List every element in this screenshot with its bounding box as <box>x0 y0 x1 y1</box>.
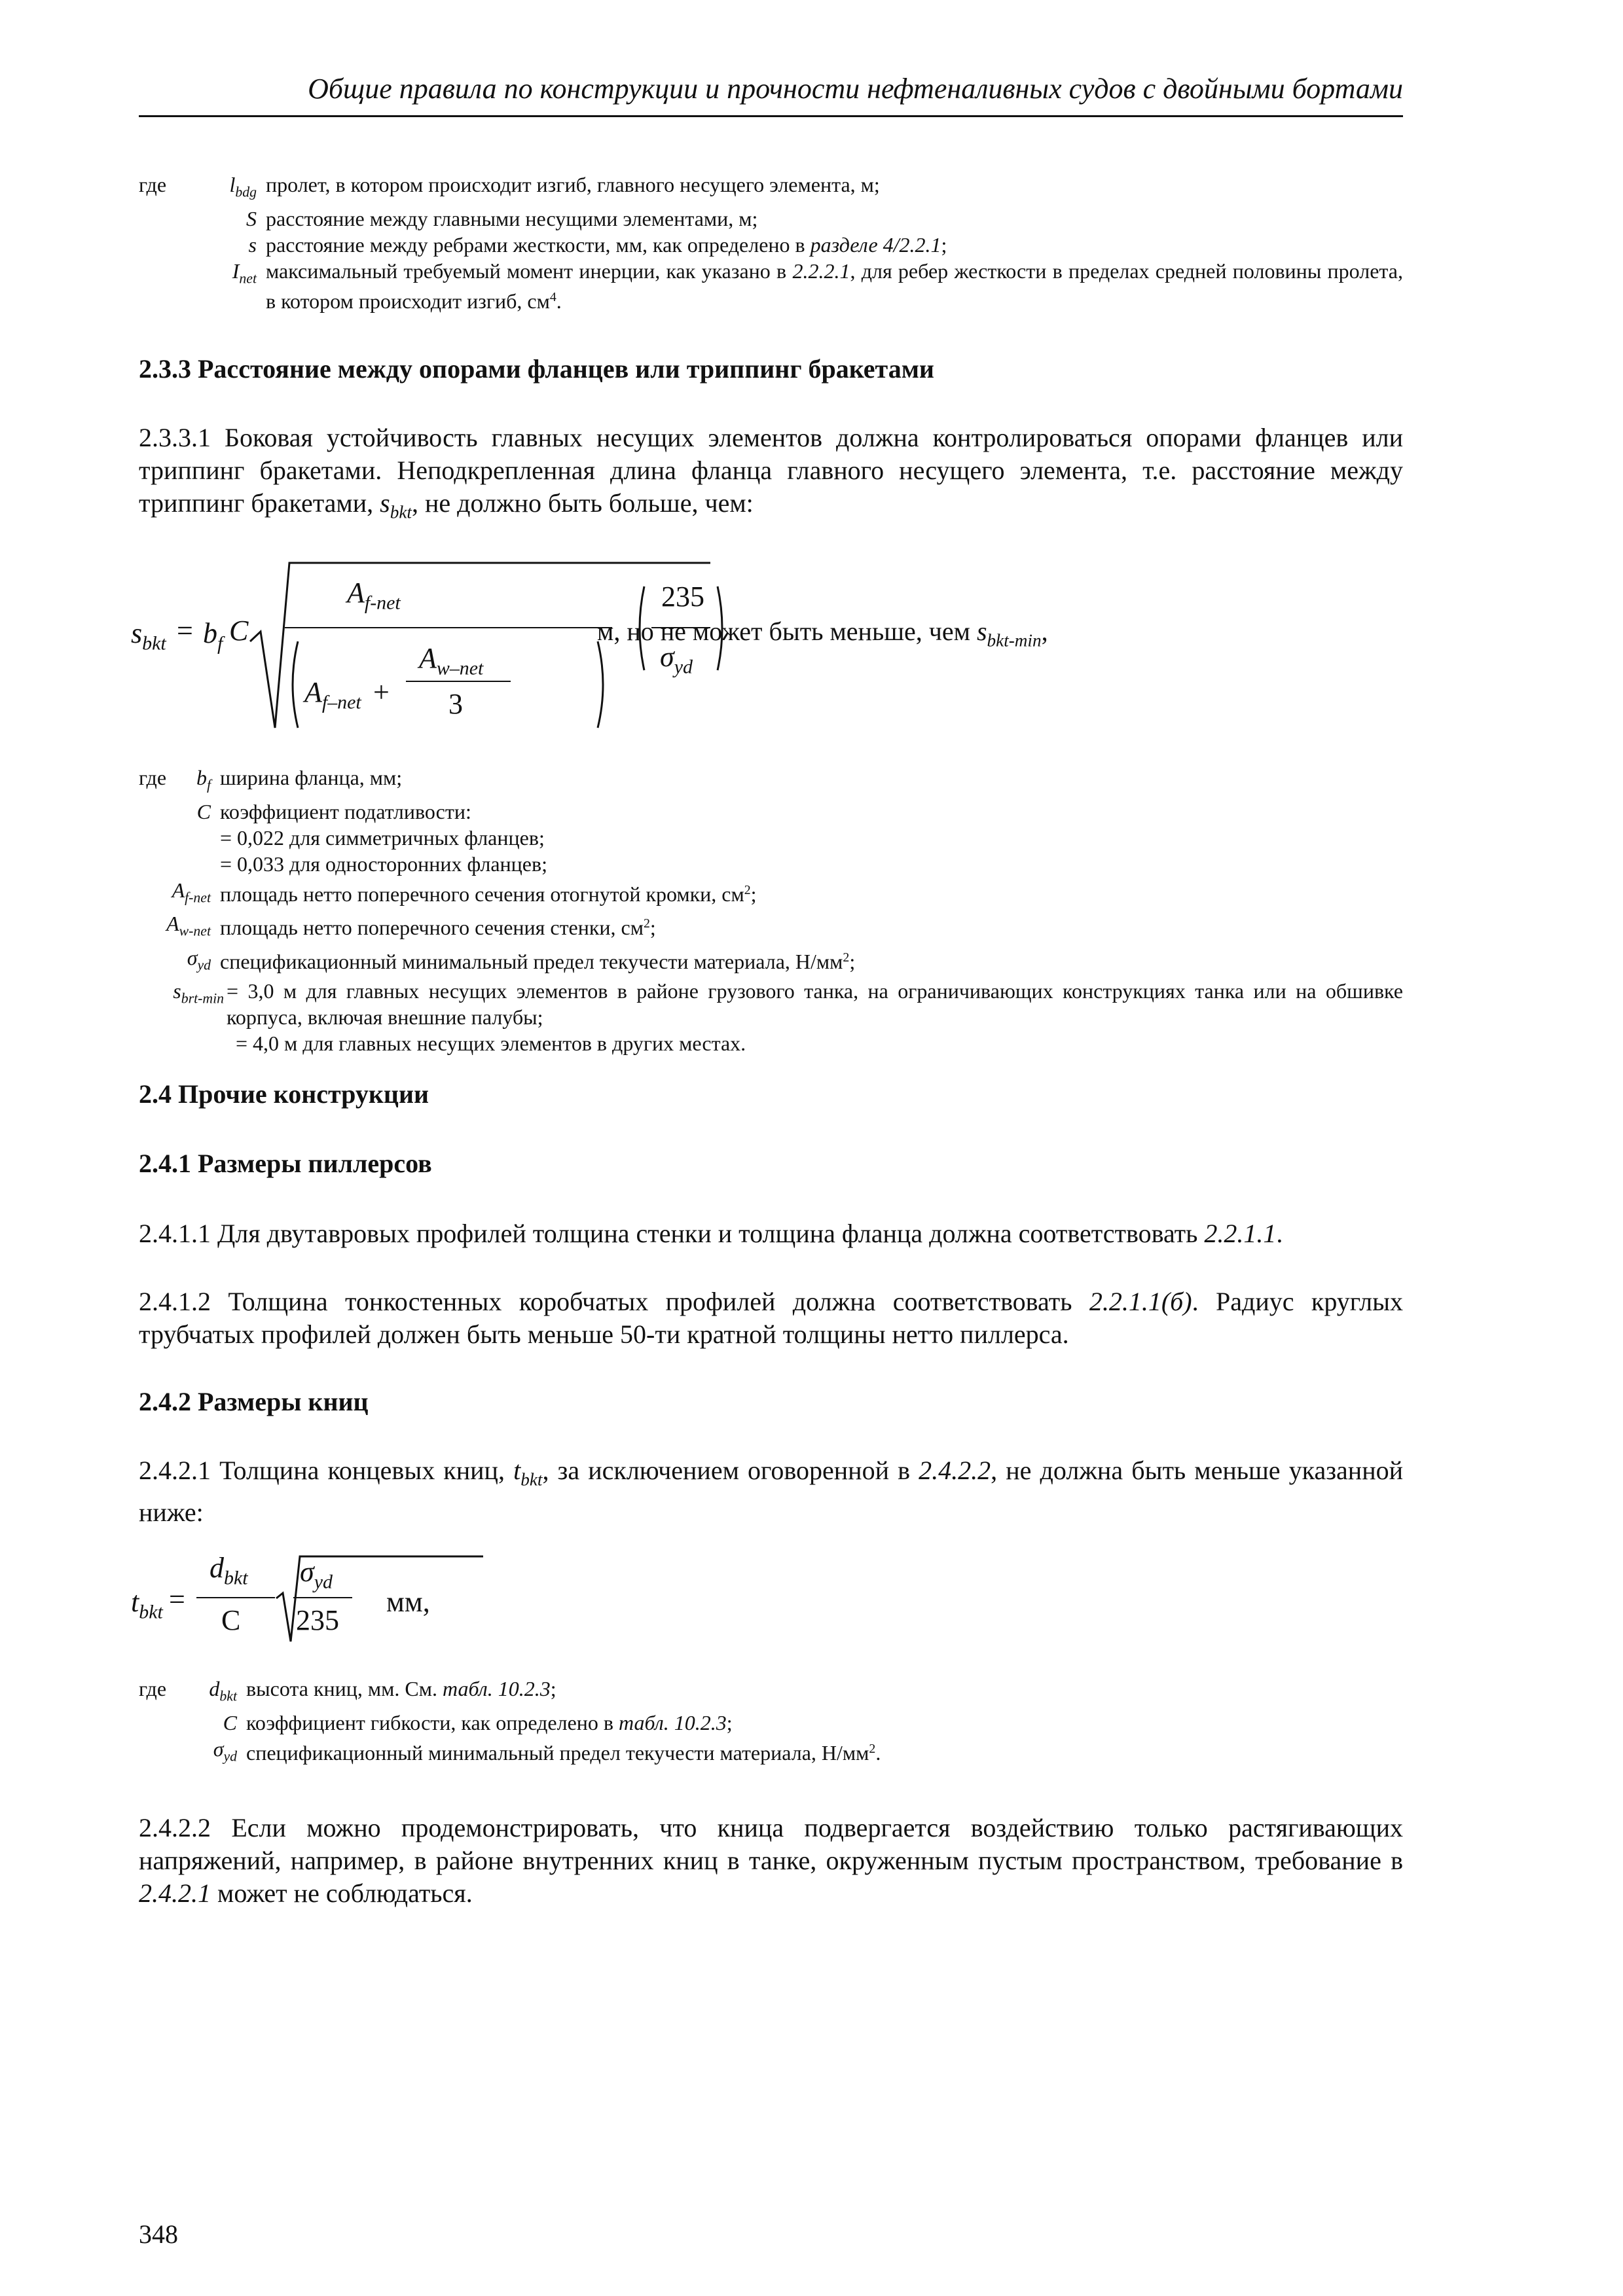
symbol: C <box>196 799 211 823</box>
cross-reference: табл. 10.2.3 <box>442 1677 551 1700</box>
definition-text: ширина фланца, мм; <box>220 766 403 789</box>
definitions-block-3 <box>139 1676 1403 1769</box>
where-label: где <box>139 1677 167 1700</box>
formula-condition: м, но не может быть меньше, чем $s_{bkt-min}$, <box>597 617 1048 651</box>
section-heading-2-4-2: 2.4.2 Размеры книц <box>139 1387 369 1416</box>
section-heading-2-4-1: 2.4.1 Размеры пиллерсов <box>139 1149 432 1178</box>
page-number: 348 <box>139 2219 178 2249</box>
fraction-bar <box>285 627 612 628</box>
symbol: S <box>246 206 257 230</box>
section-heading-2-3-3: 2.3.3 Расстояние между опорами фланцев или триппинг бракетами <box>139 354 934 384</box>
definition-row <box>139 1736 1403 1770</box>
definition-text: расстояние между главными несущими элементами, м; <box>266 206 758 230</box>
definition-row <box>139 1710 1403 1736</box>
definition-row <box>139 258 1403 314</box>
symbol: $A_{w-net}$ <box>166 912 211 939</box>
symbol: $I_{net}$ <box>232 259 257 287</box>
symbol: $\sigma_{yd}$ <box>213 1736 237 1765</box>
definition-row <box>139 851 1403 877</box>
cross-reference: 2.2.1.1 <box>1204 1219 1277 1248</box>
cross-reference: 2.4.2.2 <box>919 1456 991 1485</box>
symbol: $l_{bdg}$ <box>229 173 257 200</box>
definition-text: = 4,0 м для главных несущих элементов в других местах. <box>236 1031 746 1056</box>
definition-row <box>139 978 1403 1030</box>
definition-row <box>139 798 1403 825</box>
definition-row <box>139 1676 1403 1710</box>
cross-reference: табл. 10.2.3 <box>619 1710 727 1734</box>
section-heading-2-4: 2.4 Прочие конструкции <box>139 1079 429 1109</box>
cross-reference: 2.4.2.1 <box>139 1878 211 1908</box>
definition-text: расстояние между ребрами жесткости, мм, как определено в разделе 4/2.2.1; <box>266 232 947 257</box>
definitions-block-1 <box>139 171 1403 314</box>
cross-reference: 2.2.2.1 <box>792 259 850 283</box>
symbol: $d_{bkt}$ <box>209 1677 237 1704</box>
definition-text: спецификационный минимальный предел текучести материала, $Н/мм^2$; <box>220 949 856 973</box>
definitions-block-2 <box>139 764 1403 1056</box>
definition-text: максимальный требуемый момент инерции, как указано в 2.2.2.1, для ребер жесткости в пределах средней половины пролета, в котором происходит изгиб, $см^4$. <box>266 259 1404 313</box>
formula-t-bkt: $t_{bkt}$ = $d_{bkt}$ C $\sigma_{yd}$ 235 мм, <box>131 1551 524 1649</box>
definition-row <box>139 1030 1403 1056</box>
paragraph-2-4-1-2: 2.4.1.2 Толщина тонкостенных коробчатых профилей должна соответствовать 2.2.1.1(б). Радиус круглых трубчатых профилей должен быть меньше 50-ти кратной толщины нетто пиллерса. <box>139 1287 1403 1349</box>
definition-text: = 0,033 для односторонних фланцев; <box>220 852 547 876</box>
symbol: C <box>223 1710 237 1734</box>
unit-label: мм, <box>386 1586 430 1618</box>
definition-row <box>139 232 1403 258</box>
symbol: $b_f$ <box>196 766 211 793</box>
paragraph-2-3-3-1 <box>139 422 1403 529</box>
symbol: $\sigma_{yd}$ <box>187 945 211 973</box>
cross-reference: разделе 4/2.2.1 <box>810 232 941 257</box>
definition-row <box>139 910 1403 944</box>
definition-text: = 0,022 для симметричных фланцев; <box>220 825 545 850</box>
definition-row <box>139 877 1403 911</box>
symbol: $A_{f-net}$ <box>172 878 211 906</box>
formula-s-bkt: $s_{bkt}$ = $b_f$ C $A_{f-net}$ $A_{f-net}$ + $A_{w-net}$ 3 235 $\sigma_{yd}$ м, но не может быть меньше, чем $s_{bkt-min}$, <box>131 556 1178 740</box>
header-rule <box>139 115 1403 117</box>
paragraph-number: 2.3.3.1 <box>139 423 211 452</box>
running-header-title: Общие правила по конструкции и прочности нефтеналивных судов с двойными бортами <box>308 73 1403 105</box>
definition-row <box>139 944 1403 978</box>
definition-row <box>139 764 1403 798</box>
paragraph-2-4-2-2: 2.4.2.2 Если можно продемонстрировать, что кница подвергается воздействию только растягивающих напряжений, например, в районе внутренних книц в танке, окруженным пустым пространством, требование в 2.4.2.1 может не соблюдаться. <box>139 1813 1404 1908</box>
paragraph-2-4-2-1: 2.4.2.1 Толщина концевых книц, $t_{bkt}$, за исключением оговоренной в 2.4.2.2, не должна быть меньше указанной ниже: <box>139 1456 1404 1527</box>
definition-row <box>139 206 1403 232</box>
symbol: s <box>248 232 257 257</box>
definition-text: = 3,0 м для главных несущих элементов в районе грузового танка, на ограничивающих конструкциях танка или на обшивке корпуса, включая внешние палубы; <box>227 979 1403 1030</box>
symbol: $s_{brt-min}$ <box>173 979 224 1007</box>
definition-row <box>139 171 1403 206</box>
definition-text: высота книц, мм. См. табл. 10.2.3; <box>246 1677 556 1700</box>
paragraph-text: Боковая устойчивость главных несущих элементов должна контролироваться опорами фланцев или триппинг бракетами. Неподкрепленная длина фланца главного несущего элемента, т.е. расстояние между триппинг бракетами, $s_{bkt}$, не должно быть больше, чем: <box>139 423 1404 522</box>
where-label: где <box>139 766 167 789</box>
definition-row <box>139 825 1403 851</box>
where-label: где <box>139 173 167 196</box>
definition-text: площадь нетто поперечного сечения стенки, $см^2$; <box>220 916 656 940</box>
definition-text: площадь нетто поперечного сечения отогнутой кромки, $см^2$; <box>220 882 757 906</box>
definition-text: коэффициент гибкости, как определено в табл. 10.2.3; <box>246 1710 733 1734</box>
definition-text: коэффициент податливости: <box>220 799 471 823</box>
paragraph-2-4-1-1: 2.4.1.1 Для двутавровых профилей толщина стенки и толщина фланца должна соответствовать 2.2.1.1. <box>139 1219 1283 1248</box>
cross-reference: 2.2.1.1(б) <box>1089 1287 1192 1316</box>
definition-text: пролет, в котором происходит изгиб, главного несущего элемента, м; <box>266 173 880 196</box>
definition-text: спецификационный минимальный предел текучести материала, $Н/мм^2$. <box>246 1740 881 1765</box>
